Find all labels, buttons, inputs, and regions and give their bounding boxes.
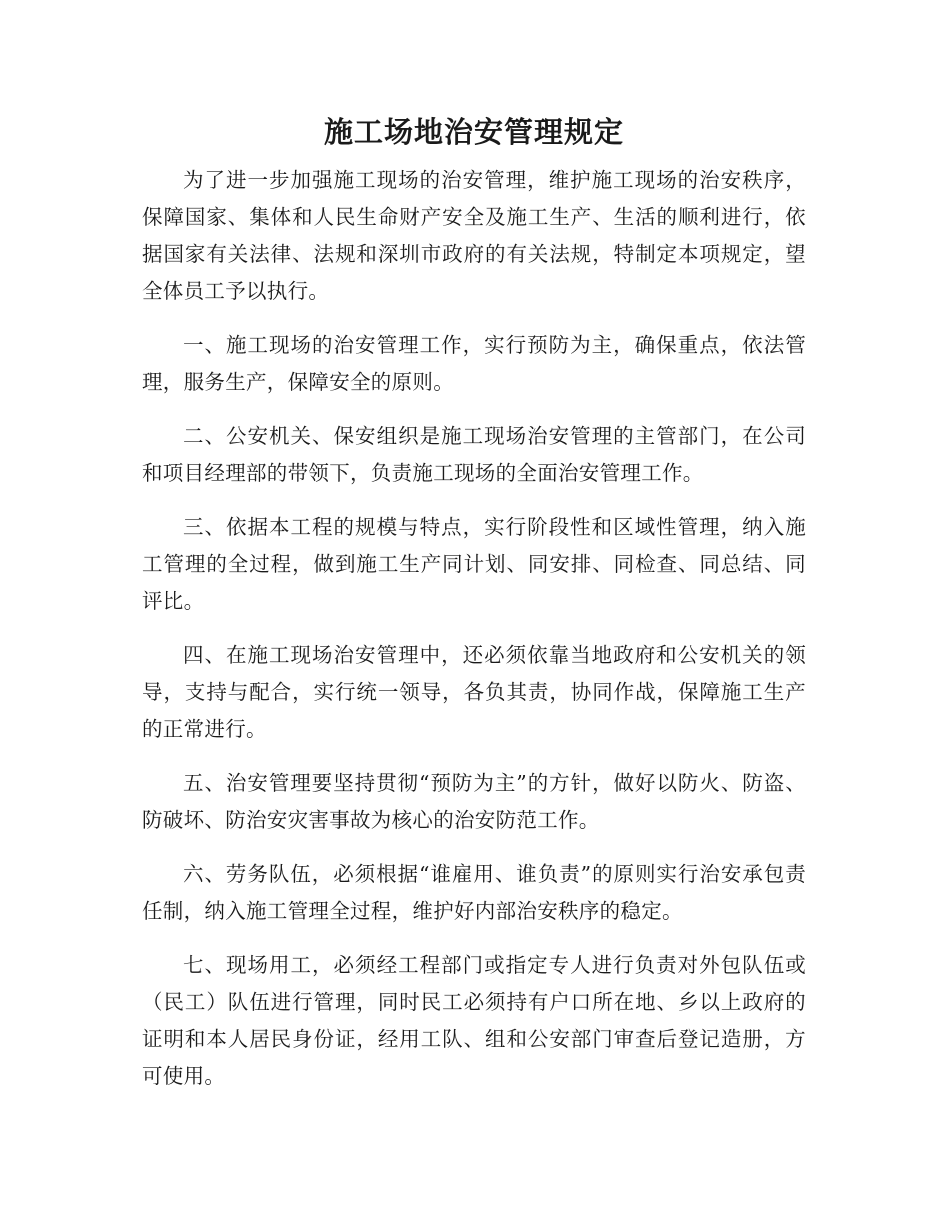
clause-7-paragraph: 七、现场用工，必须经工程部门或指定专人进行负责对外包队伍或（民工）队伍进行管理，同时民工必须持有户口所在地、乡以上政府的证明和本人居民身份证，经用工队、组和公安部门审查后登记造册，方可使用。: [142, 953, 806, 1088]
clause-1-paragraph: 一、施工现场的治安管理工作，实行预防为主，确保重点，依法管理，服务生产，保障安全的原则。: [142, 333, 806, 394]
clause-5-paragraph: 五、治安管理要坚持贯彻“预防为主”的方针，做好以防火、防盗、防破坏、防治安灾害事故为核心的治安防范工作。: [142, 771, 806, 832]
clause-3-paragraph: 三、依据本工程的规模与特点，实行阶段性和区域性管理，纳入施工管理的全过程，做到施工生产同计划、同安排、同检查、同总结、同评比。: [142, 515, 806, 613]
intro-paragraph: 为了进一步加强施工现场的治安管理，维护施工现场的治安秩序，保障国家、集体和人民生命财产安全及施工生产、生活的顺利进行，依据国家有关法律、法规和深圳市政府的有关法规，特制定本项规定，望全体员工予以执行。: [142, 168, 806, 303]
document-title: 施工场地治安管理规定: [323, 115, 624, 149]
clause-4-paragraph: 四、在施工现场治安管理中，还必须依靠当地政府和公安机关的领导，支持与配合，实行统一领导，各负其责，协同作战，保障施工生产的正常进行。: [142, 643, 806, 741]
document-page: [142, 110, 806, 1112]
clause-2-paragraph: 二、公安机关、保安组织是施工现场治安管理的主管部门，在公司和项目经理部的带领下，负责施工现场的全面治安管理工作。: [142, 424, 806, 485]
clause-6-paragraph: 六、劳务队伍，必须根据“谁雇用、谁负责”的原则实行治安承包责任制，纳入施工管理全过程，维护好内部治安秩序的稳定。: [142, 862, 806, 923]
